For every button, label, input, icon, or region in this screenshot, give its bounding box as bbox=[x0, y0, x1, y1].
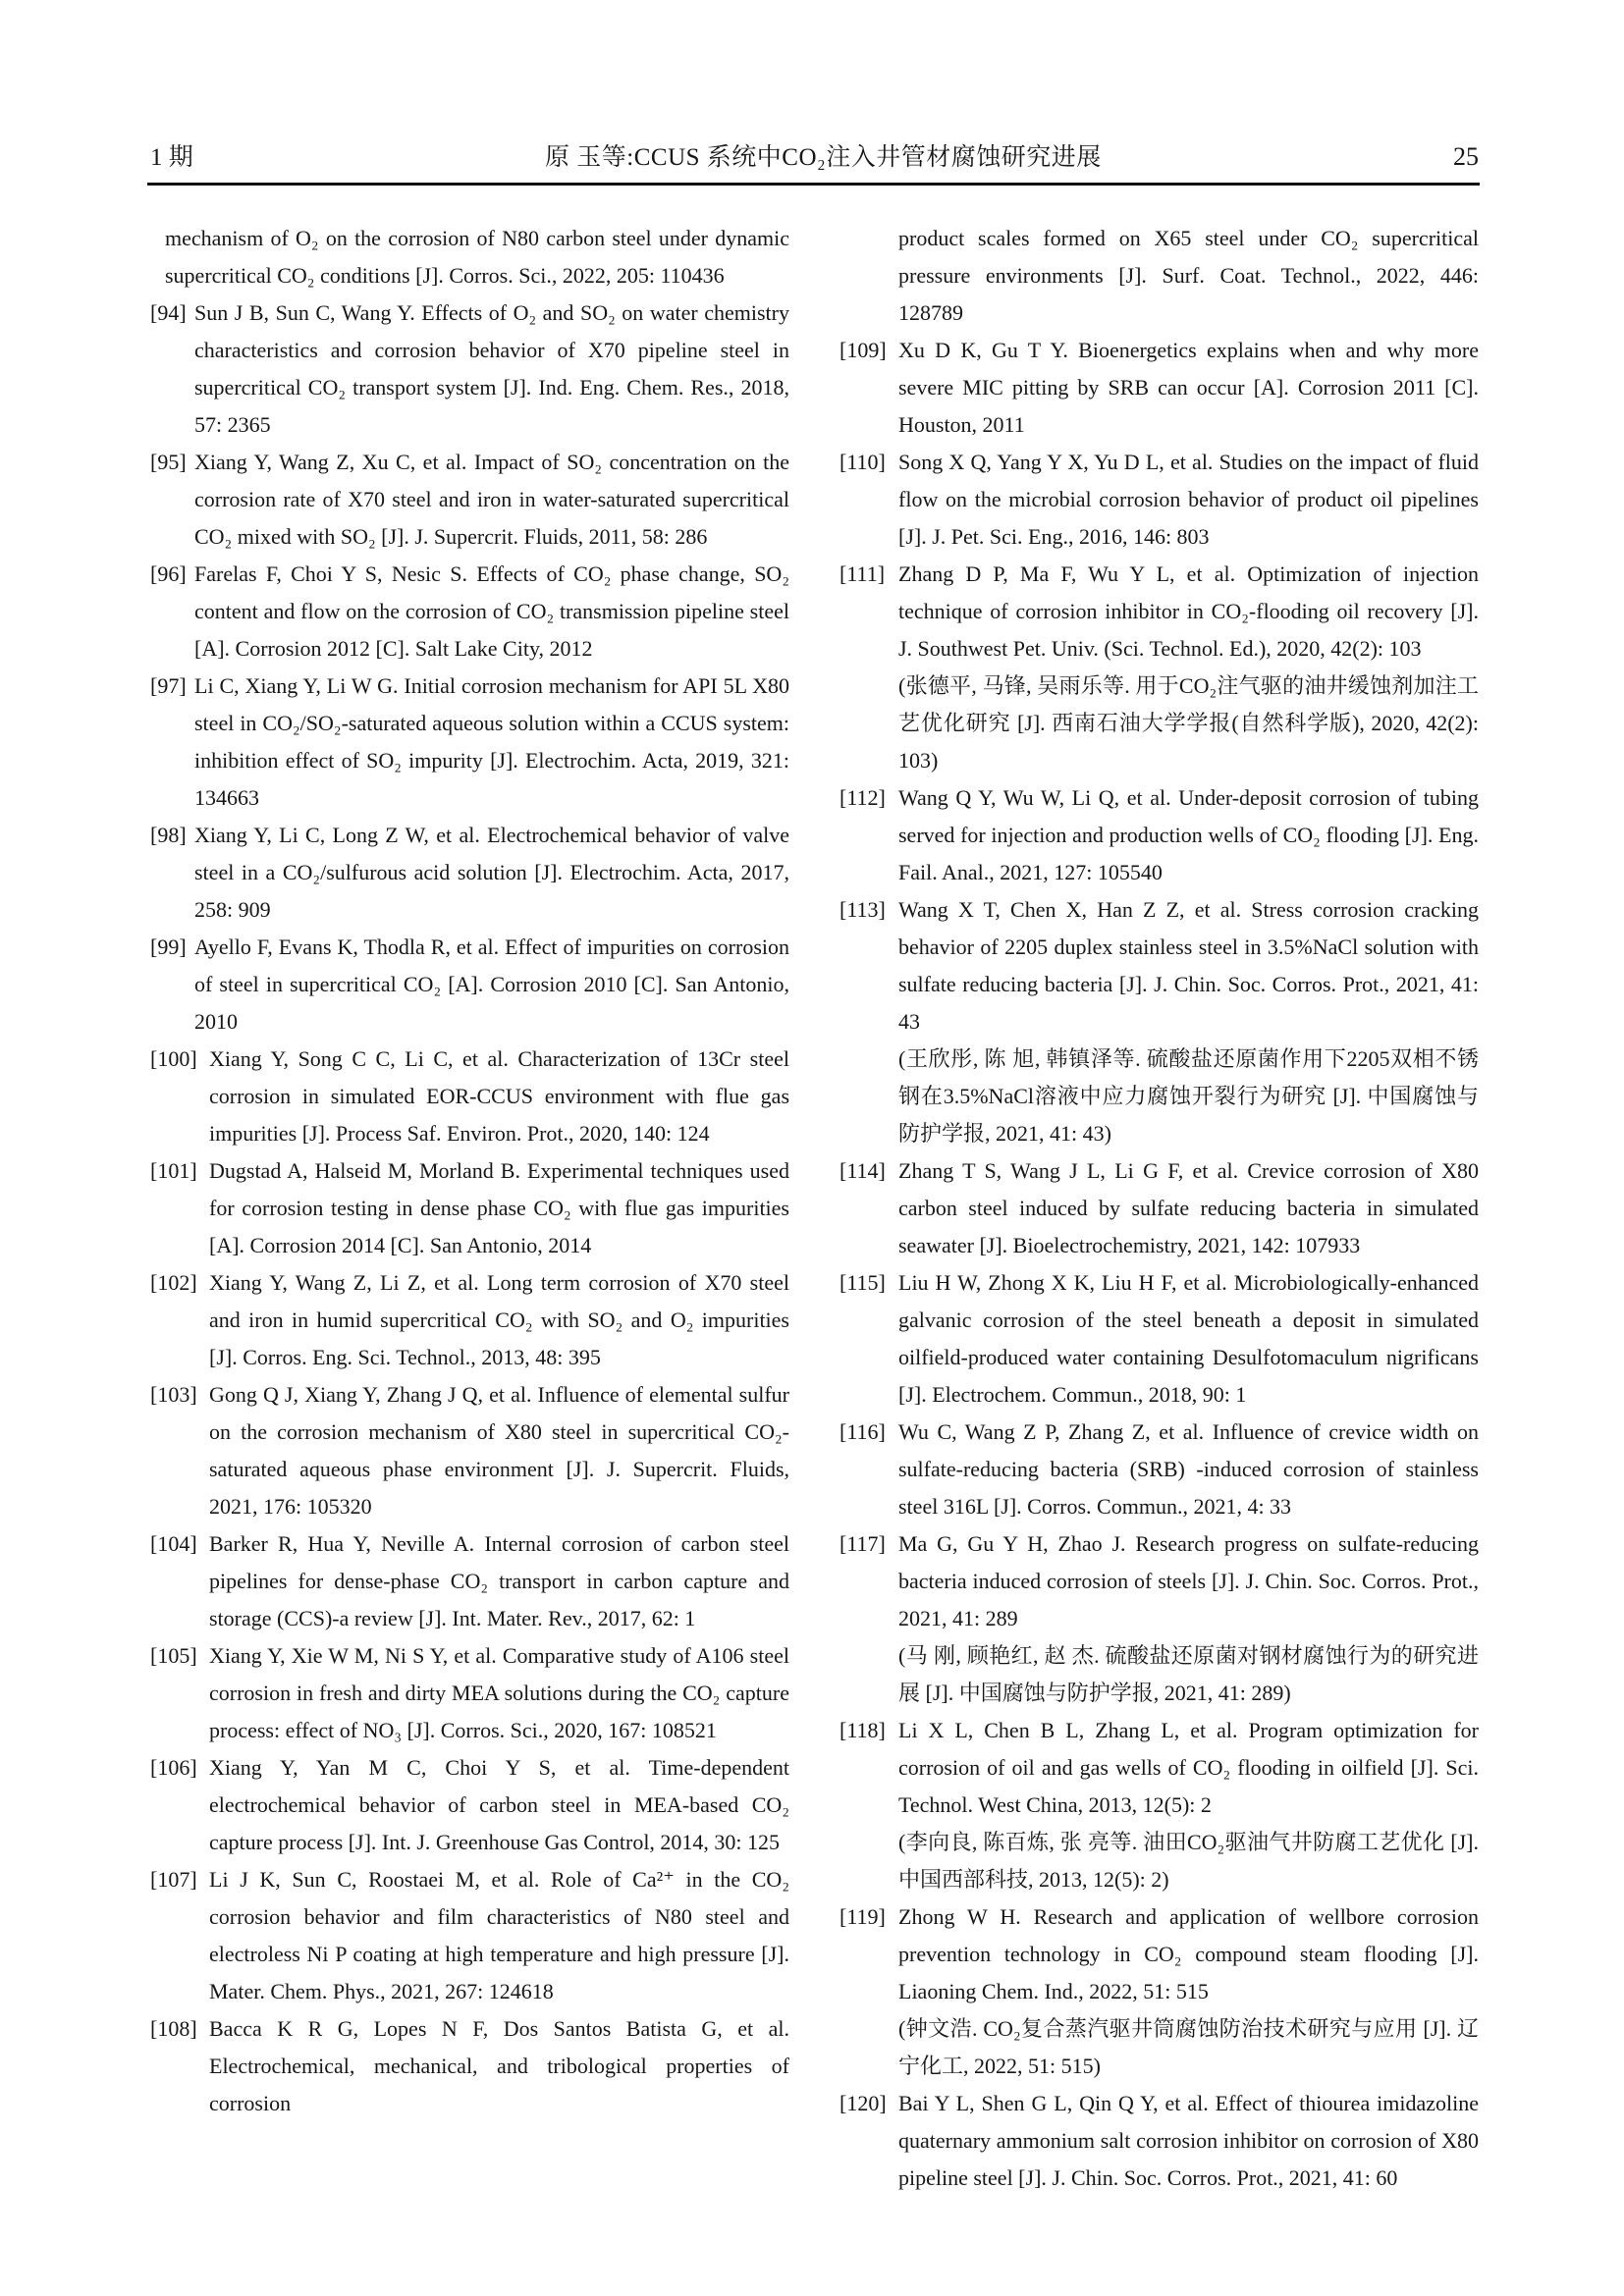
reference-number: [115] bbox=[839, 1270, 886, 1295]
reference-item bbox=[839, 1712, 1479, 1898]
reference-number: [95] bbox=[150, 450, 187, 474]
reference-text: Dugstad A, Halseid M, Morland B. Experimental techniques used for corrosion testing in dense phase CO₂ with flue gas impurities [A]. Corrosion 2014 [C]. San Antonio, 2014 bbox=[209, 1158, 789, 1257]
reference-body bbox=[898, 891, 1479, 1152]
reference-text: Xiang Y, Song C C, Li C, et al. Characterization of 13Cr steel corrosion in simulated EOR-CCUS environment with flue gas impurities [J]. Process Saf. Environ. Prot., 2020, 140: 124 bbox=[209, 1046, 789, 1146]
reference-body bbox=[194, 294, 789, 444]
reference-body bbox=[898, 556, 1479, 779]
reference-body bbox=[209, 1264, 789, 1376]
reference-text-cn: (张德平, 马锋, 吴雨乐等. 用于CO₂注气驱的油井缓蚀剂加注工艺优化研究 [J]. 西南石油大学学报(自然科学版), 2020, 42(2): 103) bbox=[898, 673, 1479, 773]
reference-text: Xiang Y, Yan M C, Choi Y S, et al. Time-dependent electrochemical behavior of carbon steel in MEA-based CO₂ capture process [J]. Int. J. Greenhouse Gas Control, 2014, 30: 125 bbox=[209, 1755, 789, 1854]
reference-text-cn: (钟文浩. CO₂复合蒸汽驱井筒腐蚀防治技术研究与应用 [J]. 辽宁化工, 2022, 51: 515) bbox=[898, 2016, 1479, 2078]
reference-item bbox=[839, 1264, 1479, 1414]
reference-body bbox=[898, 1525, 1479, 1712]
reference-text: Wang Q Y, Wu W, Li Q, et al. Under-deposit corrosion of tubing served for injection and production wells of CO₂ flooding [J]. Eng. Fail. Anal., 2021, 127: 105540 bbox=[898, 785, 1479, 884]
reference-body bbox=[898, 1414, 1479, 1525]
reference-text: Farelas F, Choi Y S, Nesic S. Effects of CO₂ phase change, SO₂ content and flow on the corrosion of CO₂ transmission pipeline steel [A]. Corrosion 2012 [C]. Salt Lake City, 2012 bbox=[194, 561, 789, 661]
references-column-right bbox=[839, 220, 1479, 2197]
reference-body bbox=[194, 556, 789, 667]
reference-body bbox=[898, 220, 1479, 332]
reference-number: [117] bbox=[839, 1531, 886, 1556]
reference-text: Wang X T, Chen X, Han Z Z, et al. Stress corrosion cracking behavior of 2205 duplex stainless steel in 3.5%NaCl solution with sulfate reducing bacteria [J]. J. Chin. Soc. Corros. Prot., 2021, 41: 43 bbox=[898, 897, 1479, 1034]
reference-body bbox=[898, 1152, 1479, 1264]
reference-body bbox=[898, 2085, 1479, 2197]
reference-item bbox=[150, 1041, 789, 1152]
header-rule bbox=[147, 183, 1480, 186]
reference-item bbox=[839, 220, 1479, 332]
reference-item bbox=[150, 1637, 789, 1749]
reference-body bbox=[194, 667, 789, 817]
reference-item bbox=[839, 2085, 1479, 2197]
reference-item bbox=[150, 1749, 789, 1861]
reference-item bbox=[150, 929, 789, 1041]
reference-body bbox=[209, 1041, 789, 1152]
reference-item bbox=[150, 1376, 789, 1525]
reference-text: Xu D K, Gu T Y. Bioenergetics explains when and why more severe MIC pitting by SRB can occur [A]. Corrosion 2011 [C]. Houston, 2011 bbox=[898, 338, 1479, 437]
reference-item bbox=[150, 817, 789, 929]
reference-item bbox=[150, 667, 789, 817]
reference-body bbox=[898, 779, 1479, 891]
reference-body bbox=[898, 1898, 1479, 2085]
reference-item bbox=[839, 332, 1479, 444]
reference-body bbox=[209, 2010, 789, 2122]
reference-text: Xiang Y, Wang Z, Li Z, et al. Long term corrosion of X70 steel and iron in humid supercritical CO₂ with SO₂ and O₂ impurities [J]. Corros. Eng. Sci. Technol., 2013, 48: 395 bbox=[209, 1270, 789, 1369]
reference-number: [99] bbox=[150, 934, 187, 959]
references-section bbox=[150, 220, 1479, 2197]
reference-number: [103] bbox=[150, 1382, 197, 1407]
reference-number: [101] bbox=[150, 1158, 197, 1183]
reference-item bbox=[150, 1861, 789, 2010]
reference-text: Barker R, Hua Y, Neville A. Internal corrosion of carbon steel pipelines for dense-phase CO₂ transport in carbon capture and storage (CCS)-a review [J]. Int. Mater. Rev., 2017, 62: 1 bbox=[209, 1531, 789, 1630]
reference-text: product scales formed on X65 steel under CO₂ supercritical pressure environments [J]. Surf. Coat. Technol., 2022, 446: 128789 bbox=[898, 226, 1479, 325]
reference-body bbox=[194, 929, 789, 1041]
reference-number: [108] bbox=[150, 2016, 197, 2041]
reference-text: Zhang T S, Wang J L, Li G F, et al. Crevice corrosion of X80 carbon steel induced by sulfate reducing bacteria in simulated seawater [J]. Bioelectrochemistry, 2021, 142: 107933 bbox=[898, 1158, 1479, 1257]
reference-item bbox=[839, 891, 1479, 1152]
reference-text: Li C, Xiang Y, Li W G. Initial corrosion mechanism for API 5L X80 steel in CO₂/SO₂-saturated aqueous solution within a CCUS system: inhibition effect of SO₂ impurity [J]. Electrochim. Acta, 2019, 321: 134663 bbox=[194, 673, 789, 810]
reference-body bbox=[209, 1861, 789, 2010]
reference-item bbox=[150, 220, 789, 294]
reference-text: Ma G, Gu Y H, Zhao J. Research progress on sulfate-reducing bacteria induced corrosion of steels [J]. J. Chin. Soc. Corros. Prot., 2021, 41: 289 bbox=[898, 1531, 1479, 1630]
reference-number: [112] bbox=[839, 785, 886, 810]
reference-body bbox=[898, 444, 1479, 556]
reference-item bbox=[839, 779, 1479, 891]
reference-body bbox=[898, 1712, 1479, 1898]
reference-item bbox=[839, 1525, 1479, 1712]
reference-number: [110] bbox=[839, 450, 886, 474]
reference-body bbox=[194, 817, 789, 929]
reference-item bbox=[839, 444, 1479, 556]
reference-number: [116] bbox=[839, 1419, 886, 1444]
reference-number: [114] bbox=[839, 1158, 886, 1183]
reference-item bbox=[150, 556, 789, 667]
reference-text: Song X Q, Yang Y X, Yu D L, et al. Studies on the impact of fluid flow on the microbial corrosion behavior of product oil pipelines [J]. J. Pet. Sci. Eng., 2016, 146: 803 bbox=[898, 450, 1479, 549]
reference-number: [109] bbox=[839, 338, 887, 362]
reference-number: [113] bbox=[839, 897, 886, 922]
reference-text: Gong Q J, Xiang Y, Zhang J Q, et al. Influence of elemental sulfur on the corrosion mechanism of X80 steel in supercritical CO₂-saturated aqueous phase environment [J]. J. Supercrit. Fluids, 2021, 176: 105320 bbox=[209, 1382, 789, 1519]
reference-number: [105] bbox=[150, 1643, 197, 1668]
reference-body bbox=[209, 1152, 789, 1264]
reference-item bbox=[839, 1152, 1479, 1264]
reference-number: [120] bbox=[839, 2091, 887, 2115]
reference-item bbox=[150, 444, 789, 556]
reference-text-cn: (王欣彤, 陈 旭, 韩镇泽等. 硫酸盐还原菌作用下2205双相不锈钢在3.5%NaCl溶液中应力腐蚀开裂行为研究 [J]. 中国腐蚀与防护学报, 2021, 41: 43) bbox=[898, 1046, 1479, 1146]
reference-item bbox=[839, 1414, 1479, 1525]
issue-label: 1 期 bbox=[150, 144, 193, 171]
reference-text: Zhang D P, Ma F, Wu Y L, et al. Optimization of injection technique of corrosion inhibitor in CO₂-flooding oil recovery [J]. J. Southwest Pet. Univ. (Sci. Technol. Ed.), 2020, 42(2): 103 bbox=[898, 561, 1479, 661]
reference-number: [111] bbox=[839, 561, 886, 586]
reference-text-cn: (李向良, 陈百炼, 张 亮等. 油田CO₂驱油气井防腐工艺优化 [J]. 中国西部科技, 2013, 12(5): 2) bbox=[898, 1830, 1479, 1892]
reference-text-cn: (马 刚, 顾艳红, 赵 杰. 硫酸盐还原菌对钢材腐蚀行为的研究进展 [J]. 中国腐蚀与防护学报, 2021, 41: 289) bbox=[898, 1643, 1479, 1705]
page-number: 25 bbox=[1453, 142, 1479, 171]
reference-number: [98] bbox=[150, 823, 187, 847]
reference-text: Bai Y L, Shen G L, Qin Q Y, et al. Effect of thiourea imidazoline quaternary ammonium salt corrosion inhibitor on corrosion of X80 pipeline steel [J]. J. Chin. Soc. Corros. Prot., 2021, 41: 60 bbox=[898, 2091, 1479, 2190]
reference-number: [100] bbox=[150, 1046, 197, 1071]
reference-item bbox=[150, 1152, 789, 1264]
reference-body bbox=[165, 220, 789, 294]
reference-text: Zhong W H. Research and application of wellbore corrosion prevention technology in CO₂ compound steam flooding [J]. Liaoning Chem. Ind., 2022, 51: 515 bbox=[898, 1904, 1479, 2003]
reference-text: Li J K, Sun C, Roostaei M, et al. Role of Ca²⁺ in the CO₂ corrosion behavior and film characteristics of N80 steel and electroless Ni P coating at high temperature and high pressure [J]. Mater. Chem. Phys., 2021, 267: 124618 bbox=[209, 1867, 789, 2003]
reference-text: Li X L, Chen B L, Zhang L, et al. Program optimization for corrosion of oil and gas wells of CO₂ flooding in oilfield [J]. Sci. Technol. West China, 2013, 12(5): 2 bbox=[898, 1718, 1479, 1817]
running-header bbox=[150, 140, 1479, 175]
reference-number: [119] bbox=[839, 1904, 886, 1929]
reference-item bbox=[839, 556, 1479, 779]
reference-text: Ayello F, Evans K, Thodla R, et al. Effect of impurities on corrosion of steel in supercritical CO₂ [A]. Corrosion 2010 [C]. San Antonio, 2010 bbox=[194, 934, 789, 1034]
reference-number: [102] bbox=[150, 1270, 197, 1295]
running-title: 原 玉等:CCUS 系统中CO₂注入井管材腐蚀研究进展 bbox=[545, 144, 1102, 171]
reference-body bbox=[898, 332, 1479, 444]
reference-number: [107] bbox=[150, 1867, 197, 1892]
reference-text: Xiang Y, Xie W M, Ni S Y, et al. Comparative study of A106 steel corrosion in fresh and dirty MEA solutions during the CO₂ capture process: effect of NO₃ [J]. Corros. Sci., 2020, 167: 108521 bbox=[209, 1643, 789, 1742]
reference-item bbox=[150, 294, 789, 444]
reference-number: [94] bbox=[150, 300, 187, 325]
reference-number: [106] bbox=[150, 1755, 197, 1780]
reference-number: [96] bbox=[150, 561, 187, 586]
reference-body bbox=[209, 1525, 789, 1637]
reference-number: [104] bbox=[150, 1531, 197, 1556]
reference-text: Xiang Y, Li C, Long Z W, et al. Electrochemical behavior of valve steel in a CO₂/sulfurous acid solution [J]. Electrochim. Acta, 2017, 258: 909 bbox=[194, 823, 789, 922]
reference-item bbox=[150, 1525, 789, 1637]
reference-body bbox=[209, 1376, 789, 1525]
reference-item bbox=[150, 2010, 789, 2122]
reference-body bbox=[209, 1749, 789, 1861]
reference-text: Bacca K R G, Lopes N F, Dos Santos Batista G, et al. Electrochemical, mechanical, and tribological properties of corrosion bbox=[209, 2016, 789, 2115]
reference-body bbox=[194, 444, 789, 556]
reference-text: Wu C, Wang Z P, Zhang Z, et al. Influence of crevice width on sulfate-reducing bacteria (SRB) -induced corrosion of stainless steel 316L [J]. Corros. Commun., 2021, 4: 33 bbox=[898, 1419, 1479, 1519]
reference-text: Liu H W, Zhong X K, Liu H F, et al. Microbiologically-enhanced galvanic corrosion of the steel beneath a deposit in simulated oilfield-produced water containing Desulfotomaculum nigrificans [J]. Electrochem. Commun., 2018, 90: 1 bbox=[898, 1270, 1479, 1407]
reference-text: mechanism of O₂ on the corrosion of N80 carbon steel under dynamic supercritical CO₂ conditions [J]. Corros. Sci., 2022, 205: 110436 bbox=[165, 226, 789, 288]
reference-body bbox=[898, 1264, 1479, 1414]
reference-number: [97] bbox=[150, 673, 187, 698]
reference-text: Xiang Y, Wang Z, Xu C, et al. Impact of SO₂ concentration on the corrosion rate of X70 steel and iron in water-saturated supercritical CO₂ mixed with SO₂ [J]. J. Supercrit. Fluids, 2011, 58: 286 bbox=[194, 450, 789, 549]
references-column-left bbox=[150, 220, 789, 2197]
reference-number: [118] bbox=[839, 1718, 886, 1742]
reference-body bbox=[209, 1637, 789, 1749]
reference-text: Sun J B, Sun C, Wang Y. Effects of O₂ and SO₂ on water chemistry characteristics and corrosion behavior of X70 pipeline steel in supercritical CO₂ transport system [J]. Ind. Eng. Chem. Res., 2018, 57: 2365 bbox=[194, 300, 789, 437]
reference-item bbox=[150, 1264, 789, 1376]
reference-item bbox=[839, 1898, 1479, 2085]
